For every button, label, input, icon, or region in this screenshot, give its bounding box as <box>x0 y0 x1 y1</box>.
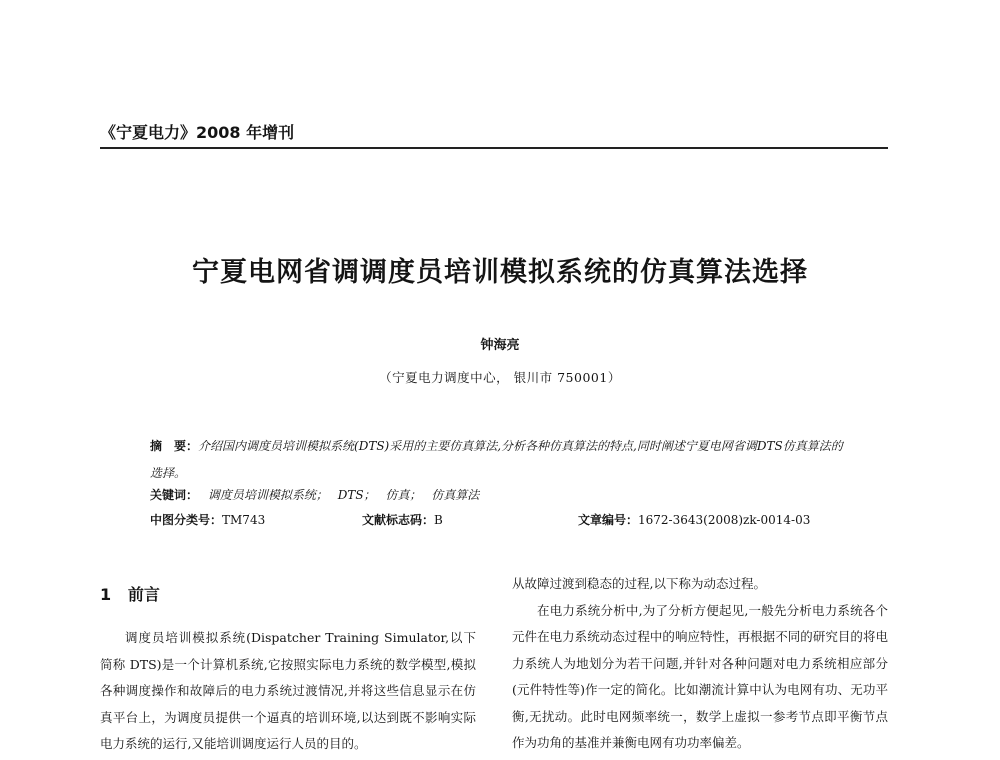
abstract-label: 摘 要： <box>150 439 199 453</box>
article-number <box>578 511 810 528</box>
keyword-item: DTS； <box>337 488 376 502</box>
section-heading <box>100 582 160 605</box>
clc-value: TM743 <box>222 513 266 527</box>
body-paragraph: 调度员培训模拟系统(Dispatcher Training Simulator,以下简称 DTS)是一个计算机系统,它按照实际电力系统的数学模型,模拟各种调度操作和故障后的电力系统过渡情况,并将这些信息显示在仿真平台上，为调度员提供一个逼真的培训环境,以达到既不影响实际电力系统的运行,又能培训调度运行人员的目的。 <box>100 630 476 751</box>
doc-code-label: 文献标志码： <box>362 513 435 527</box>
keywords <box>150 486 485 503</box>
keyword-item: 调度员培训模拟系统； <box>207 488 328 502</box>
keyword-item: 仿真算法 <box>431 488 480 502</box>
author-affiliation: （宁夏电力调度中心， 银川市 750001） <box>379 370 621 385</box>
section-title: 前言 <box>127 585 160 604</box>
keywords-label: 关键词： <box>150 488 199 502</box>
clc-label: 中图分类号： <box>150 513 223 527</box>
article-no-label: 文章编号： <box>578 513 639 527</box>
document-code <box>362 511 443 528</box>
author-name: 钟海亮 <box>480 338 520 353</box>
journal-header: 《宁夏电力》2008 年增刊 <box>100 123 295 142</box>
header-rule <box>100 147 888 149</box>
body-paragraph: 从故障过渡到稳态的过程,以下称为动态过程。 <box>512 576 766 591</box>
clc-number <box>150 511 265 528</box>
article-no-value: 1672-3643(2008)zk-0014-03 <box>638 513 811 527</box>
section-number: 1 <box>100 585 112 604</box>
right-column <box>512 571 888 757</box>
body-paragraph: 在电力系统分析中,为了分析方便起见,一般先分析电力系统各个元件在电力系统动态过程中的响应特性，再根据不同的研究目的将电力系统人为地划分为若干问题,并针对各种问题对电力系统相应部分(元件特性等)作一定的简化。比如潮流计算中认为电网有功、无功平衡,无扰动。此时电网频率统一，数学上虚拟一参考节点即平衡节点作为功角的基准并兼衡电网有功功率偏差。 <box>512 602 888 750</box>
doc-code-value: B <box>434 513 443 527</box>
left-column <box>100 625 476 758</box>
paper-title: 宁夏电网省调调度员培训模拟系统的仿真算法选择 <box>192 257 808 288</box>
abstract-text: 介绍国内调度员培训模拟系统(DTS)采用的主要仿真算法,分析各种仿真算法的特点,同时阐述宁夏电网省调DTS仿真算法的选择。 <box>150 439 843 480</box>
abstract <box>150 433 850 487</box>
keyword-item: 仿真； <box>385 488 422 502</box>
